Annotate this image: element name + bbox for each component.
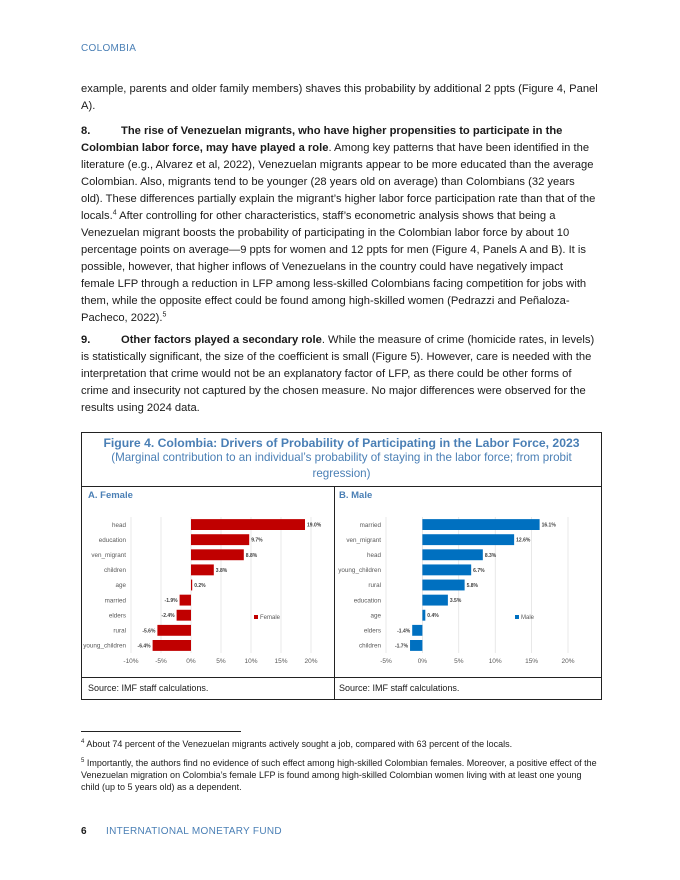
- paragraph-8: [81, 123, 599, 327]
- x-tick-label: 5%: [216, 658, 226, 665]
- data-label: -2.4%: [161, 613, 175, 620]
- category-label: head: [366, 551, 381, 559]
- bar-married: [180, 595, 191, 606]
- data-label: 6.7%: [473, 567, 485, 574]
- bar-young_children: [422, 564, 471, 575]
- bar-head: [422, 549, 482, 560]
- data-label: 9.7%: [251, 537, 263, 544]
- paragraph-8-text-a: . Among key patterns that have been identified in the literature (e.g., Alvarez et al, 2022), Venezuelan migrants appear to be more educated than the average Colombian. Also, migrants tend to be younger (28 years old on average) than Colombians (32 years old). These differences partially explain the migrant’s higher labor force participation rate than that of the locals.: [81, 142, 596, 222]
- bar-ven_migrant: [191, 549, 244, 560]
- bar-children: [410, 640, 422, 651]
- category-label: young_children: [83, 642, 126, 650]
- bar-head: [191, 519, 305, 530]
- category-label: age: [370, 612, 381, 620]
- category-label: head: [111, 521, 126, 529]
- bar-ven_migrant: [422, 534, 514, 545]
- category-label: elders: [363, 627, 381, 635]
- data-label: 8.3%: [484, 552, 497, 559]
- bar-age: [191, 580, 192, 591]
- data-label: 3.8%: [215, 567, 228, 574]
- category-label: children: [358, 642, 381, 650]
- legend-label: Female: [260, 615, 281, 621]
- bar-married: [422, 519, 539, 530]
- bar-elders: [177, 610, 191, 621]
- paragraph-9-lead: Other factors played a secondary role: [121, 334, 322, 346]
- footnote-5: [81, 757, 601, 793]
- footnote-5-number: 5: [81, 758, 85, 764]
- data-label: 0.4%: [427, 613, 439, 620]
- male-bar-chart: [335, 507, 585, 673]
- x-tick-label: 10%: [244, 658, 258, 665]
- x-tick-label: 20%: [561, 658, 575, 665]
- category-label: rural: [113, 627, 126, 635]
- footnote-4-text: About 74 percent of the Venezuelan migrants actively sought a job, compared with 63 percent of the locals.: [86, 739, 513, 749]
- data-label: 0.2%: [194, 583, 206, 589]
- bar-age: [422, 610, 425, 621]
- figure-title: Figure 4. Colombia: Drivers of Probability of Participating in the Labor Force, 2023: [103, 436, 580, 450]
- bar-rural: [157, 625, 191, 636]
- category-label: children: [103, 567, 126, 575]
- paragraph-intro-text: example, parents and older family members) shaves this probability by additional 2 ppts (Figure 4, Panel A).: [81, 83, 598, 112]
- category-label: education: [353, 597, 381, 605]
- x-tick-label: 0%: [417, 658, 428, 665]
- category-label: rural: [368, 582, 381, 590]
- bar-education: [191, 534, 249, 545]
- running-header: COLOMBIA: [81, 43, 137, 54]
- footnote-rule: [81, 731, 241, 732]
- footnote-ref-5[interactable]: 5: [162, 311, 167, 319]
- x-tick-label: 15%: [525, 658, 539, 665]
- category-label: married: [359, 521, 381, 529]
- data-label: 8.8%: [245, 552, 258, 559]
- paragraph-intro: [81, 81, 599, 115]
- data-label: 19.0%: [307, 522, 322, 529]
- category-label: ven_migrant: [346, 536, 381, 544]
- legend-swatch: [515, 615, 519, 619]
- data-label: 3.5%: [449, 598, 462, 605]
- panel-b-source: Source: IMF staff calculations.: [339, 683, 460, 693]
- data-label: -1.9%: [164, 598, 178, 605]
- figure-divider-top: [82, 486, 601, 487]
- category-label: young_children: [338, 567, 381, 575]
- figure-divider-bottom: [82, 677, 601, 678]
- figure-4: [81, 432, 602, 700]
- data-label: 12.6%: [516, 537, 531, 544]
- data-label: 5.8%: [466, 583, 479, 589]
- legend-swatch: [254, 615, 258, 619]
- panel-a-source: Source: IMF staff calculations.: [88, 683, 209, 693]
- data-label: -1.7%: [394, 643, 409, 650]
- x-tick-label: 15%: [274, 658, 288, 665]
- footnote-4: [81, 738, 601, 750]
- category-label: ven_migrant: [91, 551, 126, 559]
- paragraph-9-number: 9.: [81, 334, 91, 346]
- female-bar-chart: [82, 507, 332, 673]
- panel-a-title: A. Female: [88, 490, 133, 501]
- bar-rural: [422, 580, 464, 591]
- figure-subtitle: (Marginal contribution to an individual’s probability of staying in the labor force; from probit regression): [111, 451, 572, 480]
- category-label: elders: [108, 612, 126, 620]
- x-tick-label: -5%: [155, 658, 167, 665]
- x-tick-label: -10%: [123, 658, 139, 665]
- footnote-4-number: 4: [81, 739, 85, 745]
- footnote-ref-4[interactable]: 4: [112, 209, 117, 217]
- category-label: age: [115, 582, 126, 590]
- paragraph-9-text: . While the measure of crime (homicide rates, in levels) is statistically significant, the size of the coefficient is small (Figure 5). However, care is needed with the interpretation that crime would not be an explanatory factor of LFP, as there could be other forms of crime and insecurity not captured by the chosen measure. No major differences were observed for the results using 2024 data.: [81, 334, 595, 414]
- page-number: 6: [81, 826, 87, 837]
- bar-children: [191, 564, 214, 575]
- x-tick-label: 0%: [186, 658, 196, 665]
- paragraph-9: [81, 332, 599, 417]
- data-label: 16.1%: [541, 522, 556, 529]
- bar-elders: [412, 625, 422, 636]
- bar-young_children: [153, 640, 191, 651]
- footnote-5-text: Importantly, the authors find no evidence of such effect among high-skilled Colombian females. Moreover, a positive effect of the Venezuelan migration on Colombia’s female LFP is found among high-skilled Colombian women living with at least one young child (up to 5 years old) as a dependent.: [81, 758, 597, 792]
- paragraph-8-text-b: After controlling for other characteristics, staff’s econometric analysis shows that being a Venezuelan migrant boosts the probability of participating in the Colombian labor force by about 10 percentage points on average—9 ppts for women and 12 ppts for men (Figure 4, Panels A and B). It is possible, however, that higher inflows of Venezuelans in the country could have negatively impact female LFP through a reduction in LFP among less-skilled Colombians facing competition for jobs with them, while the opposite effect could be found among high-skilled women (Pedrazzi and Peñaloza-Pacheco, 2022).: [81, 210, 587, 324]
- x-tick-label: 10%: [488, 658, 502, 665]
- x-tick-label: 5%: [454, 658, 464, 665]
- category-label: married: [104, 597, 126, 605]
- paragraph-8-number: 8.: [81, 125, 91, 137]
- panel-b-title: B. Male: [339, 490, 373, 501]
- footer-publisher: INTERNATIONAL MONETARY FUND: [106, 826, 282, 837]
- data-label: -6.4%: [137, 643, 151, 650]
- x-tick-label: -5%: [380, 658, 392, 665]
- category-label: education: [98, 536, 126, 544]
- data-label: -5.6%: [142, 628, 156, 635]
- legend-label: Male: [521, 615, 535, 621]
- x-tick-label: 20%: [304, 658, 318, 665]
- paragraph-8-lead: The rise of Venezuelan migrants, who have higher propensities to participate in the Colombian labor force, may have played a role: [81, 125, 563, 154]
- data-label: -1.4%: [397, 628, 411, 635]
- bar-education: [422, 595, 447, 606]
